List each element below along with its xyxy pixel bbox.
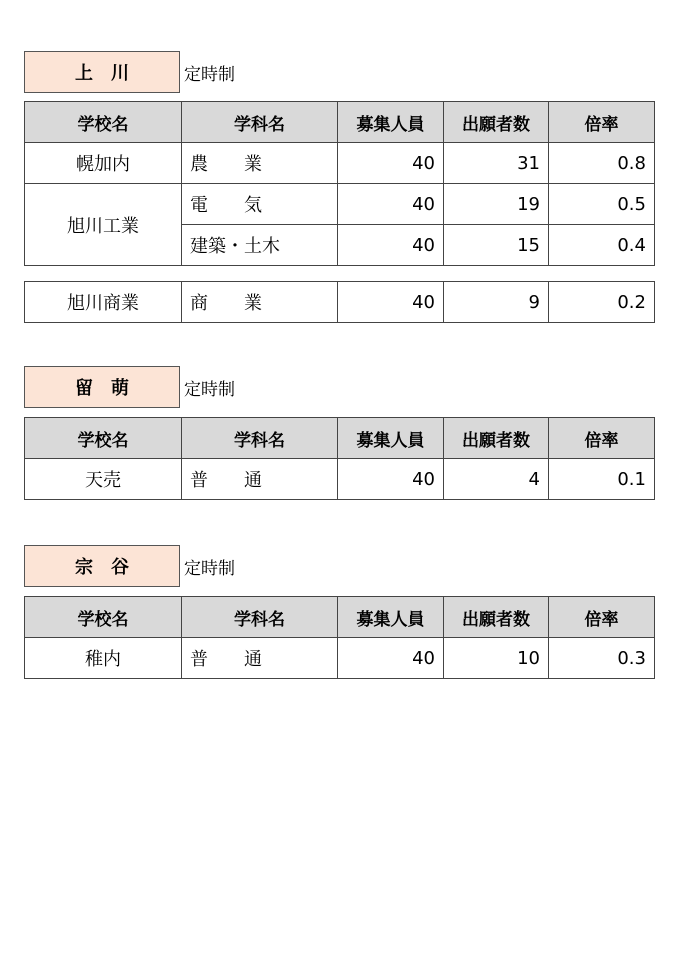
header-school: 学校名 [25,102,182,143]
enrollment-table [24,596,655,679]
header-ratio: 倍率 [549,102,655,143]
header-dept: 学科名 [182,418,338,459]
ratio-value: 0.1 [549,459,655,500]
header-dept: 学科名 [182,102,338,143]
region-label: 宗 谷 [24,545,180,587]
school-name: 旭川工業 [25,184,182,266]
enrollment-table [24,417,655,500]
header-capacity: 募集人員 [338,597,444,638]
header-capacity: 募集人員 [338,418,444,459]
header-applicants: 出願者数 [444,102,549,143]
capacity-value: 40 [338,184,444,225]
ratio-value: 0.5 [549,184,655,225]
applicants-value: 15 [444,225,549,266]
header-school: 学校名 [25,597,182,638]
school-type-label: 定時制 [184,65,235,85]
capacity-value: 40 [338,225,444,266]
capacity-value: 40 [338,282,444,323]
table-row [25,459,655,500]
header-applicants: 出願者数 [444,597,549,638]
capacity-value: 40 [338,459,444,500]
region-label: 留 萌 [24,366,180,408]
department-name: 普 通 [182,638,338,679]
applicants-value: 19 [444,184,549,225]
header-applicants: 出願者数 [444,418,549,459]
department-name: 農 業 [182,143,338,184]
school-name: 稚内 [25,638,182,679]
school-type-label: 定時制 [184,559,235,579]
department-name: 建築・土木 [182,225,338,266]
header-ratio: 倍率 [549,418,655,459]
ratio-value: 0.3 [549,638,655,679]
enrollment-table [24,101,655,266]
department-name: 電 気 [182,184,338,225]
table-row [25,638,655,679]
table-header-row [25,418,655,459]
table-row [25,282,655,323]
table-row [25,184,655,225]
region-label: 上 川 [24,51,180,93]
header-dept: 学科名 [182,597,338,638]
school-name: 旭川商業 [25,282,182,323]
table-row [25,143,655,184]
department-name: 商 業 [182,282,338,323]
school-name: 幌加内 [25,143,182,184]
ratio-value: 0.4 [549,225,655,266]
applicants-value: 9 [444,282,549,323]
school-name: 天売 [25,459,182,500]
ratio-value: 0.2 [549,282,655,323]
enrollment-table-continued [24,281,655,323]
ratio-value: 0.8 [549,143,655,184]
capacity-value: 40 [338,143,444,184]
table-header-row [25,102,655,143]
header-school: 学校名 [25,418,182,459]
header-ratio: 倍率 [549,597,655,638]
applicants-value: 4 [444,459,549,500]
school-type-label: 定時制 [184,380,235,400]
header-capacity: 募集人員 [338,102,444,143]
applicants-value: 10 [444,638,549,679]
applicants-value: 31 [444,143,549,184]
department-name: 普 通 [182,459,338,500]
capacity-value: 40 [338,638,444,679]
table-header-row [25,597,655,638]
